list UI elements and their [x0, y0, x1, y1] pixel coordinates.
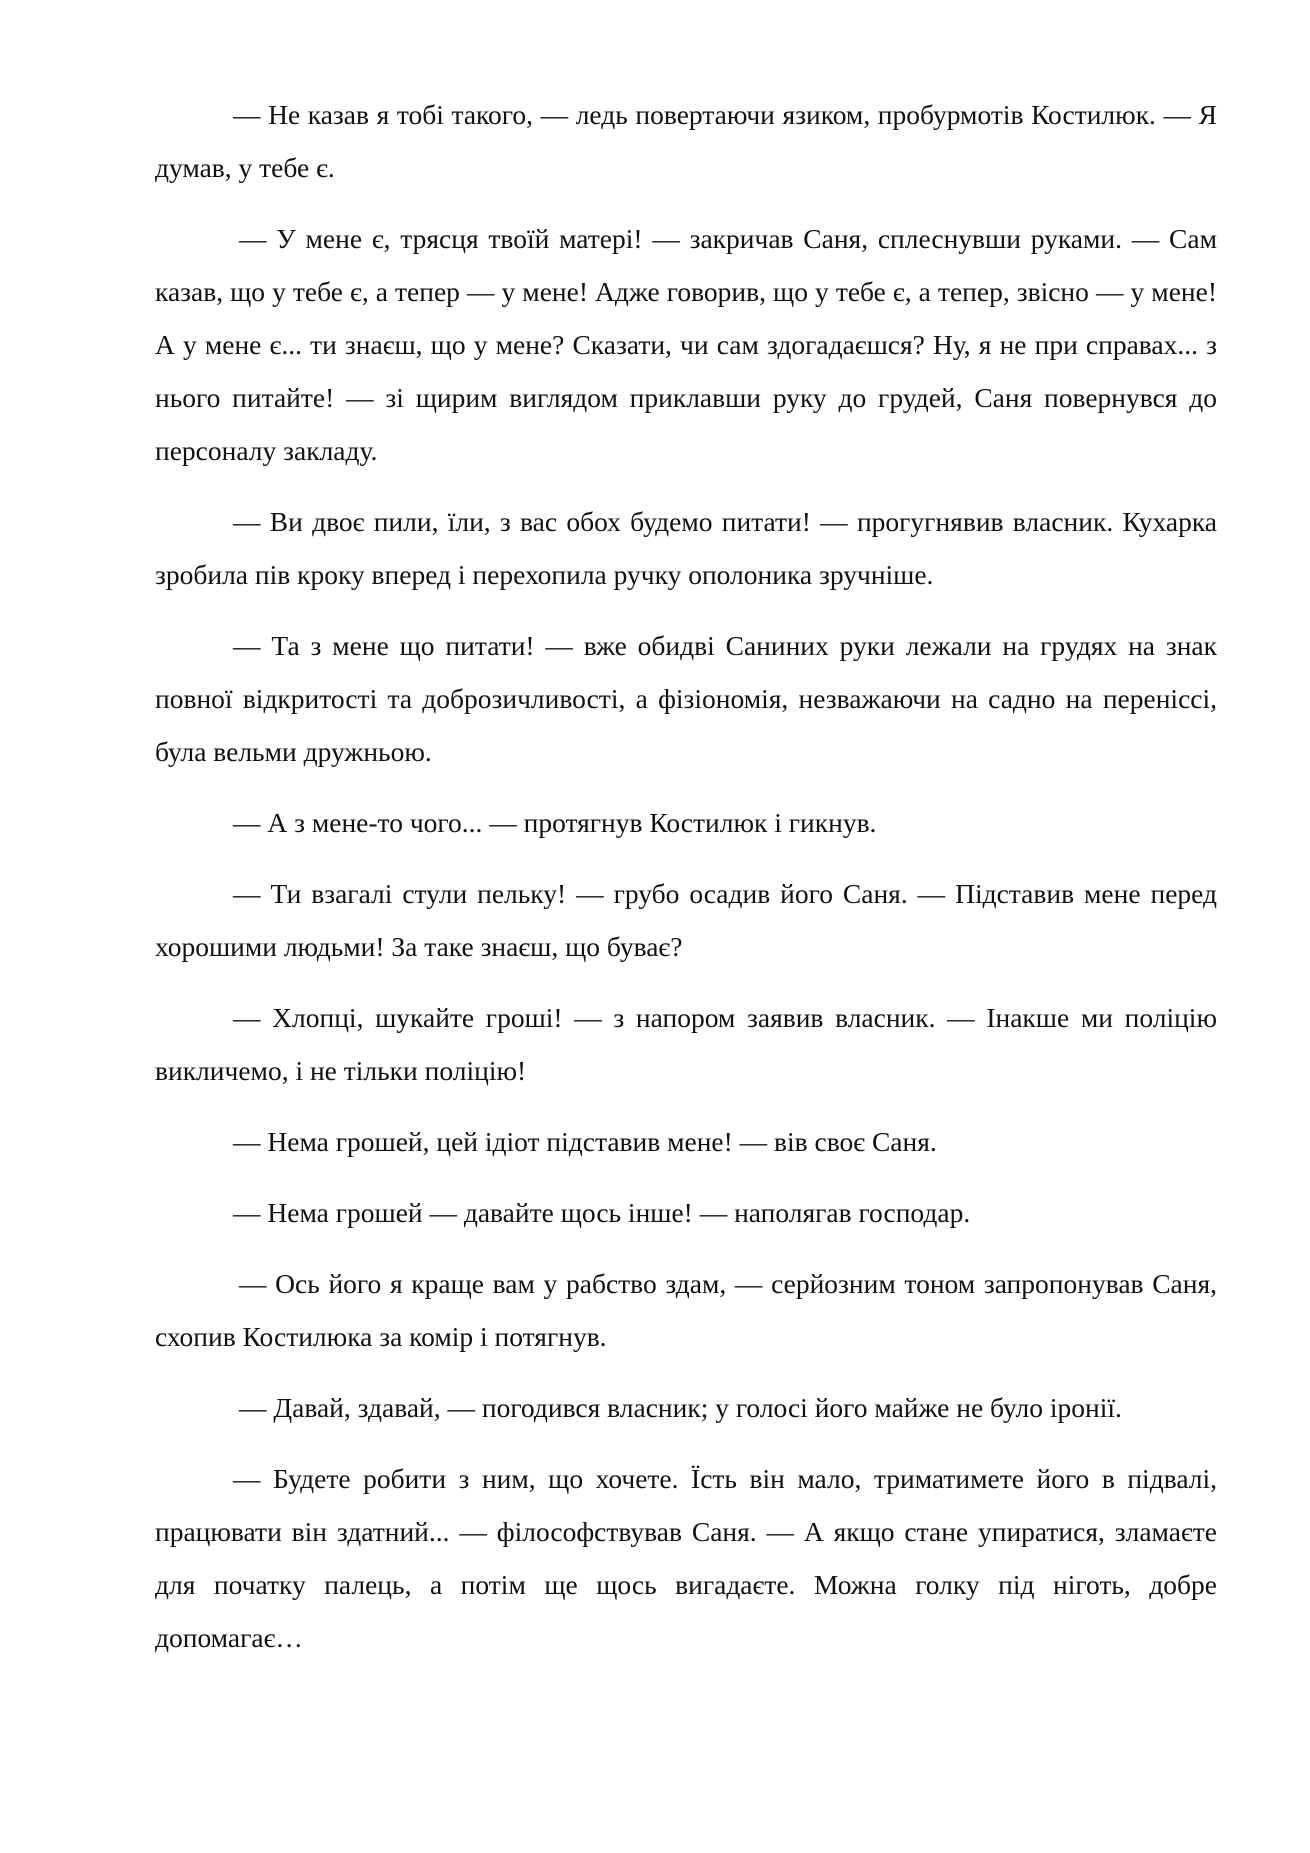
paragraph: — Хлопці, шукайте гроші! — з напором заявив власник. — Інакше ми поліцію викличемо, і не тільки поліцію!	[155, 1002, 1217, 1086]
paragraph: — Не казав я тобі такого, — ледь повертаючи язиком, пробурмотів Костилюк. — Я думав, у тебе є.	[155, 99, 1217, 183]
paragraph: — Ось його я краще вам у рабство здам, — серйозним тоном запропонував Саня, схопив Костилюка за комір і потягнув.	[155, 1268, 1217, 1352]
paragraph: — Ви двоє пили, їли, з вас обох будемо питати! — прогугнявив власник. Кухарка зробила пів кроку вперед і перехопила ручку ополоника зручніше.	[155, 506, 1217, 590]
paragraph: — Нема грошей, цей ідіот підставив мене! — вів своє Саня.	[233, 1126, 937, 1157]
paragraph: — У мене є, трясця твоїй матері! — закричав Саня, сплеснувши руками. — Сам казав, що у тебе є, а тепер — у мене! Адже говорив, що у тебе є, а тепер, звісно — у мене! А у мене є... ти знаєш, що у мене? Сказати, чи сам здогадаєшся? Ну, я не при справах... з нього питайте! — зі щирим виглядом приклавши руку до грудей, Саня повернувся до персоналу закладу.	[155, 223, 1217, 466]
document-text	[155, 88, 1217, 1664]
paragraph: — Ти взагалі стули пельку! — грубо осадив його Саня. — Підставив мене перед хорошими людьми! За таке знаєш, що буває?	[155, 878, 1217, 962]
paragraph: — Та з мене що питати! — вже обидві Саниних руки лежали на грудях на знак повної відкритості та доброзичливості, а фізіономія, незважаючи на садно на переніссі, була вельми дружньою.	[155, 630, 1217, 767]
paragraph: — Будете робити з ним, що хочете. Їсть він мало, триматимете його в підвалі, працювати він здатний... — філософствував Саня. — А якщо стане упиратися, зламаєте для початку палець, а потім ще щось вигадаєте. Можна голку під ніготь, добре допомагає…	[155, 1463, 1217, 1653]
paragraph: — Нема грошей — давайте щось інше! — наполягав господар.	[233, 1197, 971, 1228]
paragraph: — Давай, здавай, — погодився власник; у голосі його майже не було іронії.	[239, 1392, 1122, 1423]
paragraph: — А з мене-то чого... — протягнув Костилюк і гикнув.	[233, 807, 877, 838]
